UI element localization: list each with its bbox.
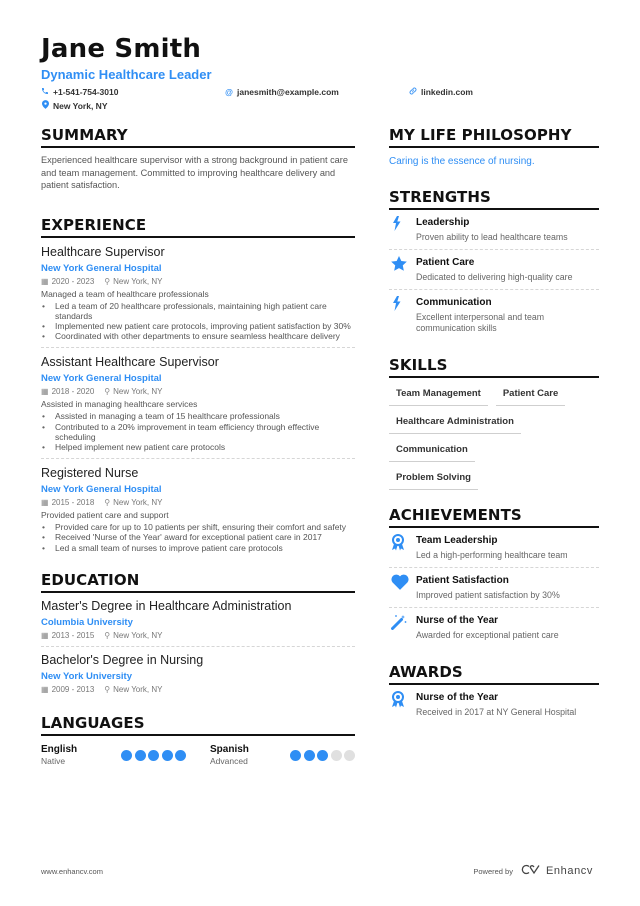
achievement-title: Team Leadership [416, 535, 498, 546]
job-meta [41, 386, 355, 397]
edu-location: New York, NY [113, 630, 163, 640]
contact-info [41, 85, 601, 113]
section-title: AWARDS [389, 663, 599, 685]
strength-item [389, 210, 599, 250]
language-level: Advanced [210, 755, 248, 766]
language-item [41, 744, 210, 767]
language-level: Native [41, 755, 66, 766]
bullet-item: • Implemented new patient care protocols, improving patient satisfaction by 30% [41, 321, 355, 331]
philosophy-section [389, 126, 599, 168]
left-column [41, 126, 355, 785]
language-rating [290, 750, 355, 761]
job-dates: 2018 - 2020 [51, 387, 95, 397]
school: New York University [41, 670, 132, 682]
job-company: New York General Hospital [41, 262, 162, 274]
rating-dot [121, 750, 132, 761]
heart-icon [389, 574, 416, 601]
section-title: STRENGTHS [389, 188, 599, 210]
job-description: Provided patient care and support [41, 510, 169, 521]
map-pin-icon [41, 100, 49, 111]
contact-link[interactable] [409, 87, 473, 97]
achievement-desc: Led a high-performing healthcare team [416, 550, 568, 560]
strength-title: Patient Care [416, 257, 475, 268]
award-desc: Received in 2017 at NY General Hospital [416, 707, 577, 717]
magic-wand-icon [389, 614, 416, 641]
education-section [41, 571, 355, 700]
bullet-item: • Coordinated with other departments to ensure seamless healthcare delivery [41, 331, 355, 341]
job-role: Healthcare Supervisor [41, 244, 165, 259]
strength-item [389, 290, 599, 340]
awards-section [389, 663, 599, 724]
rating-dot [304, 750, 315, 761]
rating-dot-empty [344, 750, 355, 761]
skill-tag: Team Management [389, 384, 488, 406]
bolt-icon [389, 296, 416, 334]
link-icon [409, 87, 417, 97]
award-item [389, 685, 599, 724]
achievement-item [389, 608, 599, 647]
summary-section [41, 126, 355, 192]
language-rating [121, 750, 186, 761]
at-icon: @ [225, 87, 233, 97]
job-bullets [41, 411, 355, 452]
language-name: English [41, 743, 78, 755]
skill-tag: Healthcare Administration [389, 412, 521, 434]
education-meta [41, 684, 355, 695]
job-description: Assisted in managing healthcare services [41, 399, 198, 410]
link-text: linkedin.com [421, 87, 473, 97]
phone-text: +1-541-754-3010 [53, 87, 119, 97]
brand-name: Enhancv [545, 865, 593, 877]
achievement-desc: Improved patient satisfaction by 30% [416, 590, 560, 600]
rating-dot [135, 750, 146, 761]
job-meta [41, 497, 355, 508]
education-meta [41, 630, 355, 641]
map-pin-icon: ⚲ [104, 630, 111, 640]
education-item [41, 647, 355, 700]
section-title: SKILLS [389, 356, 599, 378]
degree: Master's Degree in Healthcare Administration [41, 598, 292, 613]
location-text: New York, NY [53, 100, 108, 111]
languages-section [41, 714, 355, 767]
footer-url[interactable]: www.enhancv.com [41, 866, 103, 876]
job-role: Assistant Healthcare Supervisor [41, 355, 219, 370]
edu-dates: 2009 - 2013 [51, 684, 95, 694]
resume-header [41, 34, 601, 113]
bullet-item: • Received 'Nurse of the Year' award for exceptional patient care in 2017 [41, 532, 355, 542]
rating-dot [317, 750, 328, 761]
powered-by [473, 864, 593, 878]
job-description: Managed a team of healthcare professionals [41, 288, 209, 299]
brand-logo[interactable] [521, 864, 593, 878]
calendar-icon: ▦ [41, 684, 49, 694]
candidate-name: Jane Smith [41, 34, 202, 64]
job-location: New York, NY [113, 276, 163, 286]
achievement-item [389, 528, 599, 568]
section-title: ACHIEVEMENTS [389, 506, 599, 528]
experience-item [41, 348, 355, 459]
strength-title: Communication [416, 297, 492, 308]
job-dates: 2020 - 2023 [51, 276, 95, 286]
map-pin-icon: ⚲ [104, 276, 111, 286]
bullet-item: • Contributed to a 20% improvement in team efficiency through effective scheduling [41, 422, 355, 442]
skills-list [389, 384, 599, 490]
philosophy-quote: Caring is the essence of nursing. [389, 156, 535, 167]
bullet-item: • Led a team of 20 healthcare professionals, maintaining high patient care standards [41, 301, 355, 321]
rating-dot [290, 750, 301, 761]
strengths-section [389, 188, 599, 340]
achievement-title: Nurse of the Year [416, 615, 499, 626]
calendar-icon: ▦ [41, 630, 49, 640]
award-title: Nurse of the Year [416, 692, 499, 703]
job-meta [41, 276, 355, 287]
section-title: MY LIFE PHILOSOPHY [389, 126, 599, 148]
strength-desc: Excellent interpersonal and team communication skills [416, 312, 545, 333]
enhancv-logo-icon [521, 864, 541, 878]
section-title: SUMMARY [41, 126, 355, 148]
languages-list [41, 744, 355, 767]
rating-dot-empty [331, 750, 342, 761]
job-company: New York General Hospital [41, 373, 162, 385]
strength-title: Leadership [416, 217, 470, 228]
map-pin-icon: ⚲ [104, 684, 111, 694]
language-name: Spanish [210, 743, 249, 755]
achievement-desc: Awarded for exceptional patient care [416, 630, 559, 640]
experience-item [41, 459, 355, 559]
rating-dot [148, 750, 159, 761]
award-ribbon-icon [389, 534, 416, 561]
right-column [389, 126, 599, 742]
experience-section [41, 216, 355, 559]
bullet-item: • Assisted in managing a team of 15 healthcare professionals [41, 411, 355, 421]
school: Columbia University [41, 616, 133, 628]
contact-location [41, 100, 107, 111]
bullet-item: • Led a small team of nurses to improve patient care protocols [41, 543, 355, 553]
skill-tag: Communication [389, 440, 475, 462]
strength-desc: Proven ability to lead healthcare teams [416, 232, 568, 242]
rating-dot [175, 750, 186, 761]
skill-tag: Patient Care [496, 384, 565, 406]
skill-tag: Problem Solving [389, 468, 478, 490]
footer [41, 864, 593, 878]
summary-text: Experienced healthcare supervisor with a strong background in patient care and team management. Committed to improving healthcare delivery and patient satisfaction. [41, 155, 348, 190]
language-item [210, 744, 355, 767]
job-location: New York, NY [113, 498, 163, 508]
job-dates: 2015 - 2018 [51, 498, 95, 508]
star-icon [389, 256, 416, 283]
contact-email[interactable] [225, 87, 339, 97]
section-title: EDUCATION [41, 571, 355, 593]
award-ribbon-icon [389, 691, 416, 718]
job-company: New York General Hospital [41, 484, 162, 496]
strength-item [389, 250, 599, 290]
job-location: New York, NY [113, 387, 163, 397]
education-item [41, 593, 355, 647]
email-text: janesmith@example.com [237, 87, 339, 97]
powered-by-label: Powered by [473, 866, 513, 876]
bullet-item: • Helped implement new patient care protocols [41, 442, 355, 452]
bolt-icon [389, 216, 416, 243]
job-bullets [41, 522, 355, 553]
candidate-title: Dynamic Healthcare Leader [41, 67, 212, 82]
job-role: Registered Nurse [41, 466, 139, 481]
bullet-item: • Provided care for up to 10 patients per shift, ensuring their comfort and safety [41, 522, 355, 532]
job-bullets [41, 301, 355, 342]
experience-item [41, 238, 355, 349]
strength-desc: Dedicated to delivering high-quality care [416, 272, 573, 282]
achievement-item [389, 568, 599, 608]
skills-section [389, 356, 599, 490]
map-pin-icon: ⚲ [104, 387, 111, 397]
calendar-icon: ▦ [41, 387, 49, 397]
rating-dot [162, 750, 173, 761]
map-pin-icon: ⚲ [104, 498, 111, 508]
calendar-icon: ▦ [41, 498, 49, 508]
phone-icon [41, 87, 49, 97]
edu-dates: 2013 - 2015 [51, 630, 95, 640]
section-title: EXPERIENCE [41, 216, 355, 238]
degree: Bachelor's Degree in Nursing [41, 652, 204, 667]
achievement-title: Patient Satisfaction [416, 575, 509, 586]
contact-phone[interactable] [41, 87, 118, 97]
edu-location: New York, NY [113, 684, 163, 694]
section-title: LANGUAGES [41, 714, 355, 736]
achievements-section [389, 506, 599, 647]
calendar-icon: ▦ [41, 276, 49, 286]
